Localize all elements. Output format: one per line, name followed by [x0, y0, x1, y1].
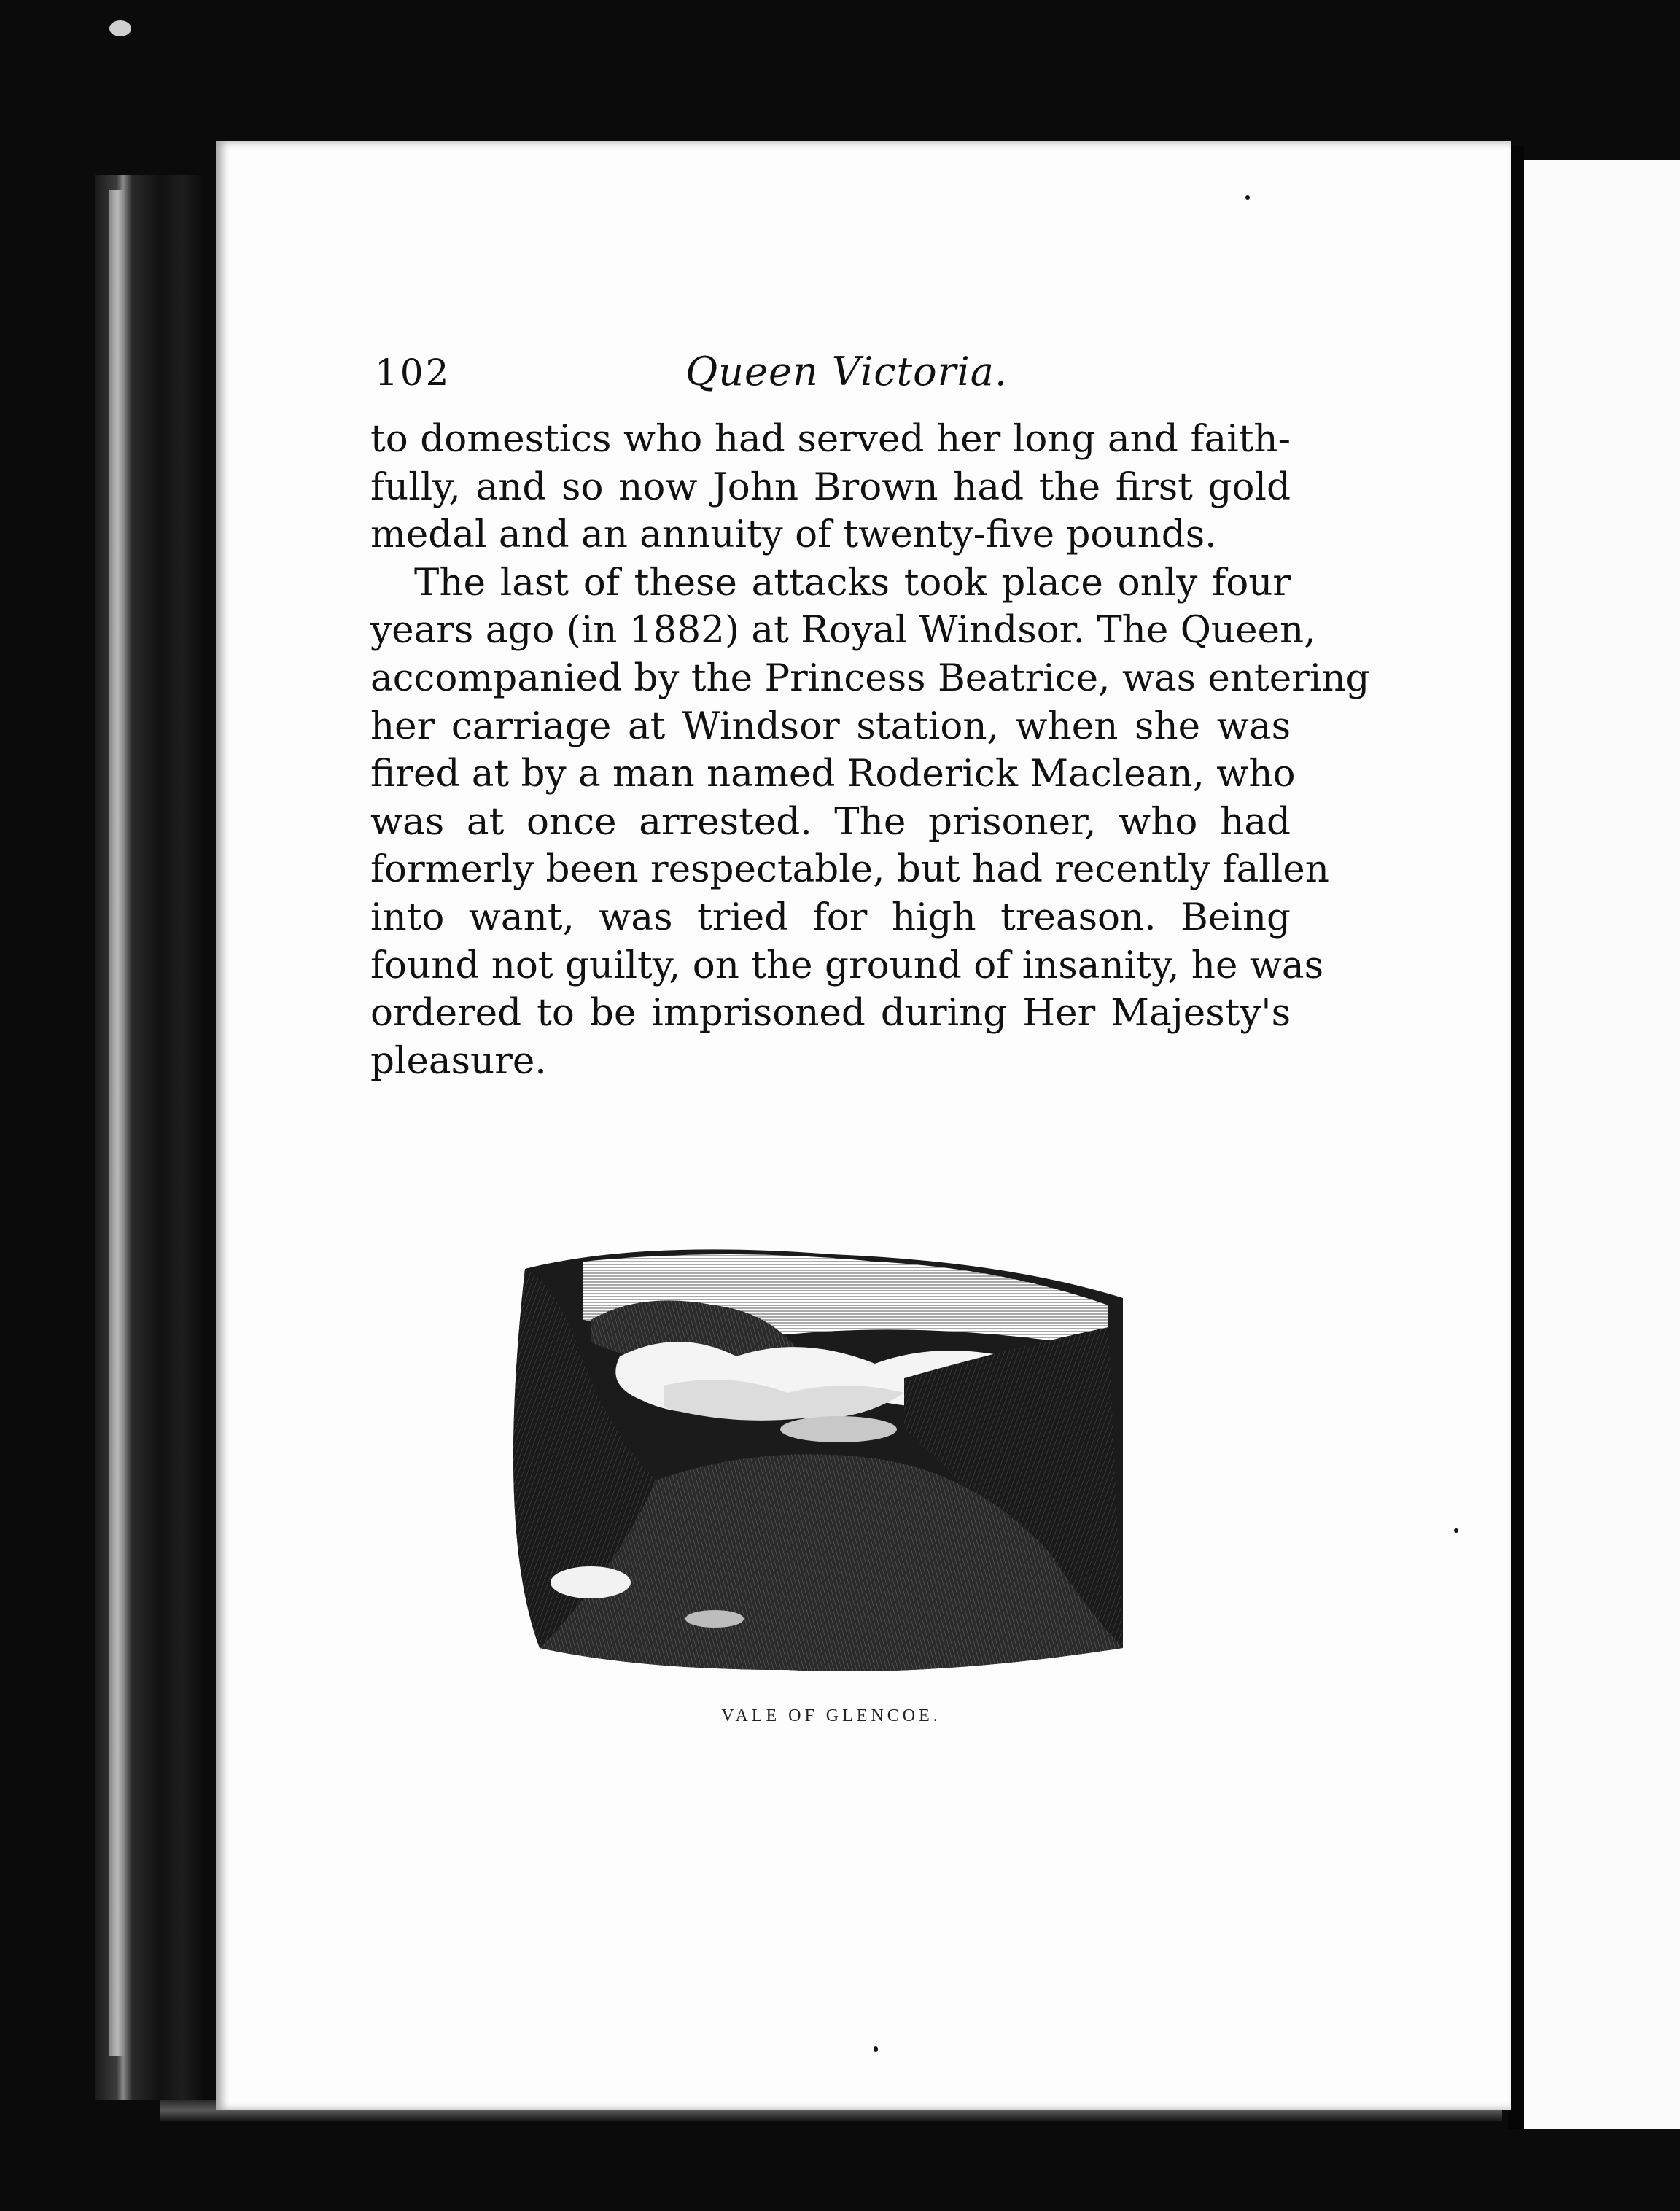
scan-speck [109, 20, 131, 36]
text-line: was at once arrested. The prisoner, who had [370, 799, 1291, 844]
text-line: The last of these attacks took place only four [414, 560, 1291, 605]
text-line: formerly been respectable, but had recently fallen [370, 847, 1329, 892]
text-line: found not guilty, on the ground of insanity, he was [370, 943, 1324, 987]
glencoe-engraving [496, 1240, 1138, 1692]
running-title: Queen Victoria. [685, 349, 1008, 395]
book-binding-highlight [109, 190, 125, 2056]
text-line: to domestics who had served her long and faith- [370, 417, 1291, 461]
text-line: accompanied by the Princess Beatrice, was entering [370, 656, 1370, 700]
text-line: medal and an annuity of twenty-five pounds. [370, 513, 1217, 557]
facing-page [1524, 160, 1680, 2129]
scan-speck [1454, 1528, 1458, 1533]
page-number: 102 [375, 351, 451, 394]
scan-speck [1245, 195, 1250, 200]
text-line: years ago (in 1882) at Royal Windsor. The Queen, [370, 608, 1316, 653]
illustration-caption: VALE OF GLENCOE. [721, 1706, 941, 1725]
text-line: ordered to be imprisoned during Her Majesty's [370, 991, 1291, 1035]
text-line: into want, was tried for high treason. Being [370, 895, 1291, 939]
text-line: pleasure. [370, 1038, 547, 1083]
scan-speck [874, 2046, 878, 2052]
body-text [370, 416, 1370, 1085]
text-line: her carriage at Windsor station, when she was [370, 704, 1291, 748]
text-line: fully, and so now John Brown had the first gold [370, 465, 1291, 509]
text-line: fired at by a man named Roderick Maclean, who [370, 752, 1296, 796]
